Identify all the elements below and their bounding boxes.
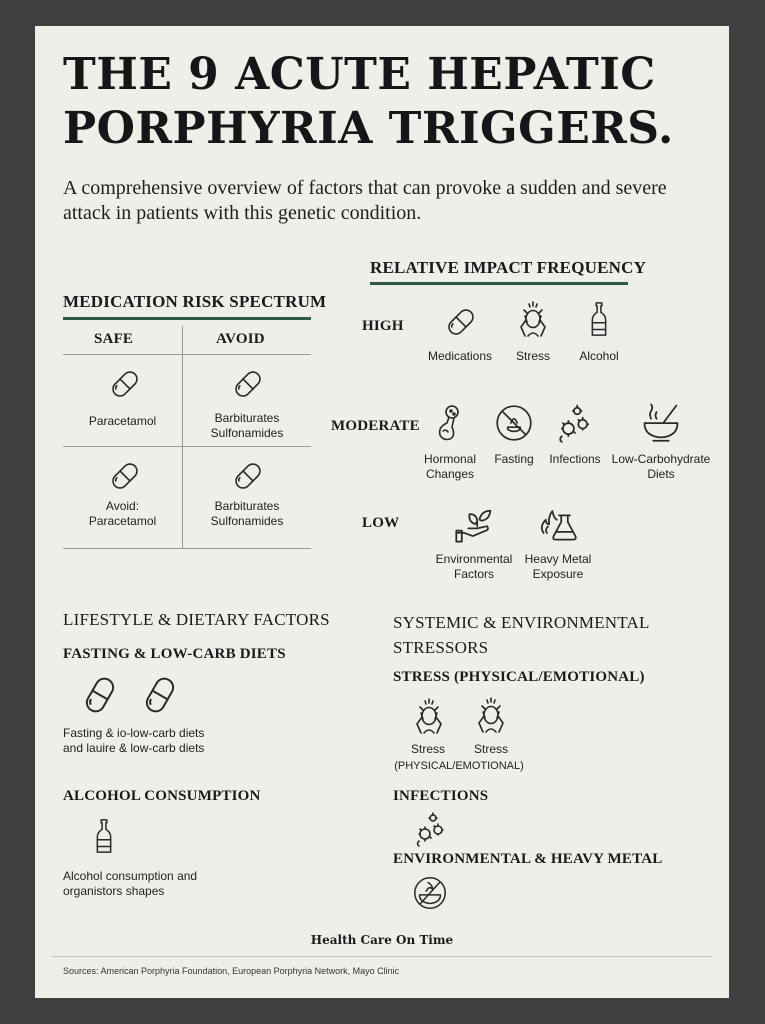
systemic-heading: SYSTEMIC & ENVIRONMENTAL STRESSORS bbox=[393, 613, 650, 657]
no-food-icon bbox=[411, 874, 449, 912]
impact-moderate-item-3: Infections bbox=[549, 452, 601, 466]
capsule-icon bbox=[135, 670, 185, 720]
hand-leaf-icon bbox=[453, 502, 497, 546]
hormone-icon bbox=[428, 400, 468, 446]
germ-icon bbox=[411, 808, 451, 848]
head-in-hands-icon bbox=[513, 298, 553, 342]
footer-sources: Sources: American Porphyria Foundation, European Porphyria Network, Mayo Clinic bbox=[63, 966, 400, 976]
footer-divider bbox=[51, 956, 713, 957]
capsule-icon bbox=[228, 364, 268, 404]
med-cell-2: Barbiturates Sulfonamides bbox=[210, 411, 284, 440]
page-title bbox=[63, 48, 723, 156]
alcohol-heading: ALCOHOL CONSUMPTION bbox=[63, 788, 261, 804]
env-heading: ENVIRONMENTAL & HEAVY METAL bbox=[393, 851, 663, 867]
no-food-icon bbox=[493, 402, 535, 444]
page-subtitle: A comprehensive overview of factors that can provoke a sudden and severe attack in patients with this genetic condition. bbox=[63, 177, 667, 224]
fasting-text: Fasting & io-low-carb diets and lauire & low-carb diets bbox=[63, 726, 205, 755]
med-cell-3: Avoid: Paracetamol bbox=[88, 499, 157, 528]
alcohol-text: Alcohol consumption and organistors shapes bbox=[63, 869, 198, 898]
title-line-2: PORPHYRIA TRIGGERS. bbox=[63, 103, 674, 154]
fasting-heading: FASTING & LOW-CARB DIETS bbox=[63, 646, 286, 662]
head-in-hands-icon bbox=[471, 694, 511, 738]
bottle-icon bbox=[85, 812, 123, 860]
impact-low-item-2: Heavy Metal Exposure bbox=[524, 552, 592, 581]
infographic-sheet bbox=[35, 26, 729, 998]
lifestyle-heading: LIFESTYLE & DIETARY FACTORS bbox=[63, 610, 330, 629]
medication-heading-rule bbox=[63, 317, 311, 320]
infections-heading: INFECTIONS bbox=[393, 788, 489, 804]
title-line-1: THE 9 ACUTE HEPATIC bbox=[63, 49, 656, 100]
germ-icon bbox=[553, 400, 597, 444]
impact-moderate-item-1: Hormonal Changes bbox=[423, 452, 477, 481]
col-safe-header: SAFE bbox=[94, 331, 134, 347]
flask-flame-icon bbox=[537, 500, 581, 544]
impact-high-label: HIGH bbox=[362, 318, 404, 334]
table-bottom-line bbox=[63, 548, 311, 549]
bottle-icon bbox=[580, 296, 618, 342]
impact-moderate-label: MODERATE bbox=[331, 418, 420, 434]
medication-heading: MEDICATION RISK SPECTRUM bbox=[63, 292, 327, 311]
med-cell-1: Paracetamol bbox=[88, 414, 157, 428]
impact-high-item-1: Medications bbox=[427, 349, 493, 363]
capsule-icon bbox=[105, 364, 145, 404]
table-header-line bbox=[63, 354, 311, 355]
capsule-icon bbox=[75, 670, 125, 720]
bowl-icon bbox=[639, 400, 683, 444]
head-in-hands-icon bbox=[409, 696, 449, 738]
med-cell-4: Barbiturates Sulfonamides bbox=[210, 499, 284, 528]
capsule-icon bbox=[228, 456, 268, 496]
impact-high-item-3: Alcohol bbox=[579, 349, 619, 363]
stress-sub-label: (PHYSICAL/EMOTIONAL) bbox=[394, 760, 524, 772]
footer-brand: Health Care On Time bbox=[310, 933, 454, 947]
impact-moderate-item-2: Fasting bbox=[494, 452, 534, 466]
stress-heading: STRESS (PHYSICAL/EMOTIONAL) bbox=[393, 669, 645, 685]
impact-low-item-1: Environmental Factors bbox=[435, 552, 513, 581]
impact-low-label: LOW bbox=[362, 515, 400, 531]
stress-label-b: Stress bbox=[473, 742, 508, 756]
table-row-line bbox=[63, 446, 311, 447]
impact-moderate-item-4: Low-Carbohydrate Diets bbox=[611, 452, 711, 481]
col-avoid-header: AVOID bbox=[216, 331, 265, 347]
stress-label-a: Stress bbox=[410, 742, 445, 756]
capsule-icon bbox=[105, 456, 145, 496]
impact-heading: RELATIVE IMPACT FREQUENCY bbox=[370, 258, 647, 277]
impact-heading-rule bbox=[370, 282, 628, 285]
impact-high-item-2: Stress bbox=[515, 349, 550, 363]
capsule-icon bbox=[441, 302, 481, 342]
